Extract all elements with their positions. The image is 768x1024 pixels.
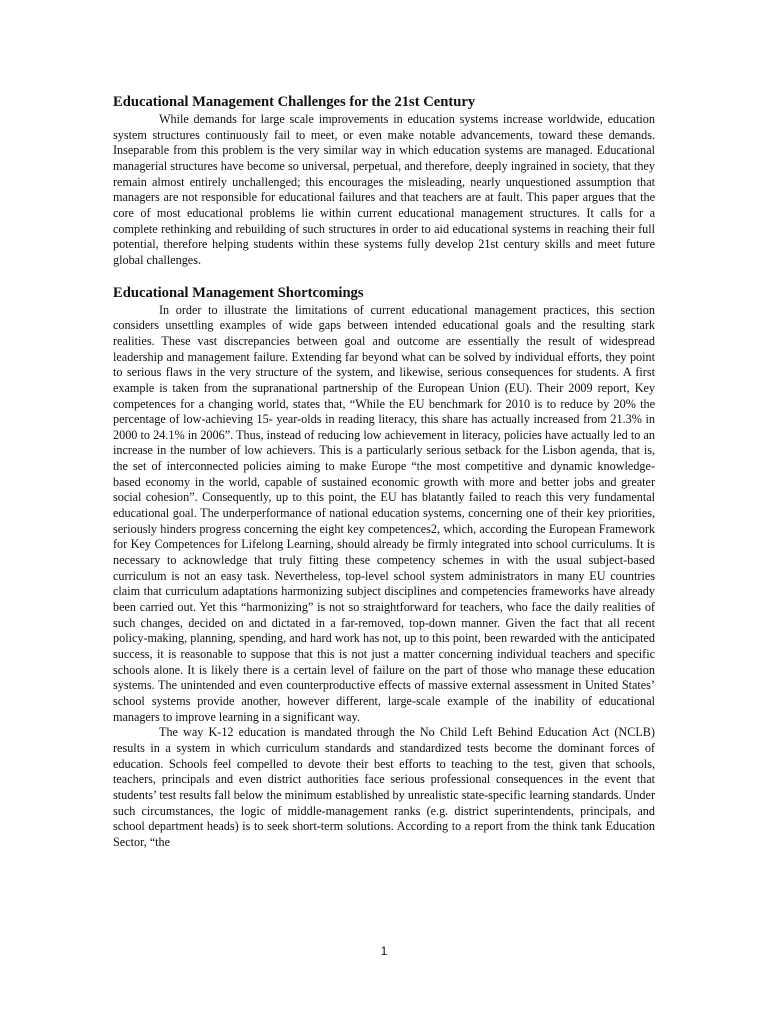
document-page (113, 92, 655, 851)
paragraph-shortcomings-2: The way K-12 education is mandated through the No Child Left Behind Education Act (NCLB) results in a system in which curriculum standards and standardized tests become the dominant forces of education. Schools feel compelled to devote their best efforts to teaching to the test, given that schools, teachers, principals and even district authorities face serious professional consequences in the event that students’ test results fall below the minimum established by unrealistic state-specific learning standards. Under such circumstances, the logic of middle-management ranks (e.g. district superintendents, principals, and school department heads) is to seek short-term solutions. According to a report from the think tank Education Sector, “the (113, 725, 655, 849)
section-heading-challenges: Educational Management Challenges for the 21st Century (113, 94, 476, 110)
paragraph-challenges-intro: While demands for large scale improvements in education systems increase worldwide, education system structures continuously fail to meet, or even make notable advancements, toward these demands. Inseparable from this problem is the very similar way in which education systems are managed. Educational managerial structures have become so universal, perpetual, and therefore, deeply ingrained in society, that they remain almost entirely unchallenged; this encourages the misleading, nearly unquestioned assumption that managers are not responsible for educational failures and that teachers are at fault. This paper argues that the core of most educational problems lie within current educational management structures. It calls for a complete rethinking and rebuilding of such structures in order to aid educational systems in reaching their full potential, therefore helping students within these systems fully develop 21st century skills and meet future global challenges. (113, 112, 655, 267)
page-number: 1 (380, 944, 388, 958)
paragraph-shortcomings-1: In order to illustrate the limitations of current educational management practices, this section considers unsettling examples of wide gaps between intended educational goals and the resulting stark realities. These vast discrepancies between goal and outcome are essentially the result of widespread leadership and management failure. Extending far beyond what can be solved by individual efforts, they point to serious flaws in the very structure of the system, and likewise, serious consequences for students. A first example is taken from the supranational partnership of the European Union (EU). Their 2009 report, Key competences for a changing world, states that, “While the EU benchmark for 2010 is to reduce by 20% the percentage of low-achieving 15- year-olds in reading literacy, this share has actually increased from 21.3% in 2000 to 24.1% in 2006”. Thus, instead of reducing low achievement in literacy, policies have actually led to an increase in the number of low achievers. This is a particularly serious setback for the Lisbon agenda, that is, the set of interconnected policies aiming to make Europe “the most competitive and dynamic knowledge-based economy in the world, capable of sustained economic growth with more and better jobs and greater social cohesion”. Consequently, up to this point, the EU has blatantly failed to reach this very fundamental educational goal. The underperformance of national education systems, concerning one of their key priorities, seriously hinders progress concerning the eight key competences2, which, according the European Framework for Key Competences for Lifelong Learning, should already be firmly integrated into school curriculums. It is necessary to acknowledge that truly fitting these competency schemes in with the usual subject-based curriculum is not an easy task. Nevertheless, top-level school system administrators in many EU countries claim that curriculum adaptations harmonizing subject disciplines and competencies frameworks have already been carried out. Yet this “harmonizing” is not so straightforward for teachers, who face the daily realities of such changes, decided on and dictated in a far-removed, top-down manner. Given the fact that all recent policy-making, planning, spending, and hard work has not, up to this point, been rewarded with the anticipated success, it is reasonable to suppose that this is not just a matter concerning individual teachers and specific schools alone. It is likely there is a certain level of failure on the part of those who manage these education systems. The unintended and even counterproductive effects of massive external assessment in United States’ school systems provide another, however different, large-scale example of the inability of educational managers to improve learning in a significant way. (113, 302, 655, 724)
section-heading-shortcomings: Educational Management Shortcomings (113, 284, 364, 301)
